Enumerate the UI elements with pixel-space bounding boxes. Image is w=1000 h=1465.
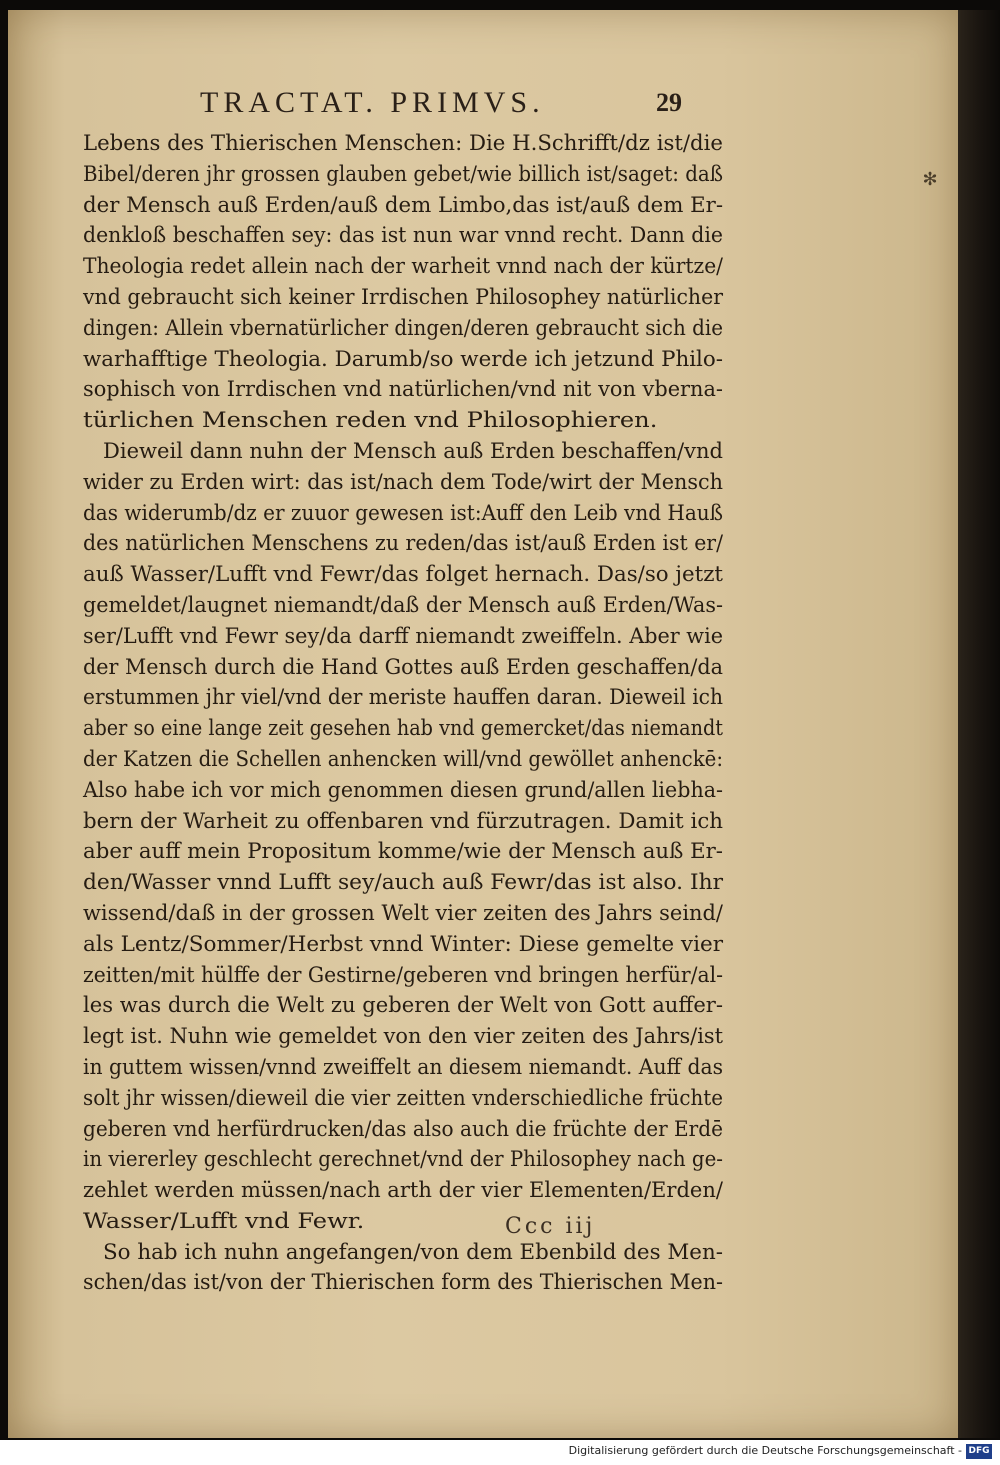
body-text [83,128,723,1298]
text-line: den/Wasser vnnd Lufft sey/auch auß Fewr/das ist also. Ihr [83,870,723,895]
text-line: schen/das ist/von der Thierischen form des Thierischen Men- [83,1270,723,1295]
text-line: denkloß beschaffen sey: das ist nun war vnnd recht. Dann die [83,223,723,248]
text-line: dingen: Allein vbernatürlicher dingen/deren gebraucht sich die [83,315,723,340]
running-head [0,86,1000,126]
text-line: türlichen Menschen reden vnd Philosophieren. [83,408,658,433]
ink-stain-icon: ✻ [922,169,938,190]
text-line: Also habe ich vor mich genommen diesen grund/allen liebha- [83,777,723,802]
signature-mark: Ccc iij [505,1214,596,1239]
text-line: in viererley geschlecht gerechnet/vnd der Philosophey nach ge- [83,1147,723,1172]
text-line: ser/Lufft vnd Fewr sey/da darff niemandt zweiffeln. Aber wie [83,623,723,648]
dfg-logo-icon: DFG [966,1444,992,1459]
page-number: 29 [656,88,682,117]
text-line: der Mensch durch die Hand Gottes auß Erden geschaffen/da [83,654,723,679]
text-line: Theologia redet allein nach der warheit vnnd nach der kürtze/ [83,254,723,279]
text-line: warhafftige Theologia. Darumb/so werde ich jetzund Philo- [83,346,723,371]
text-line: gemeldet/laugnet niemandt/daß der Mensch auß Erden/Was- [83,592,723,617]
text-line: das widerumb/dz er zuuor gewesen ist:Auff den Leib vnd Hauß [83,500,723,525]
text-line: auß Wasser/Lufft vnd Fewr/das folget hernach. Das/so jetzt [83,562,723,587]
text-line: der Katzen die Schellen anhencken will/vnd gewöllet anhenckē: [83,746,723,771]
text-line: als Lentz/Sommer/Herbst vnnd Winter: Diese gemelte vier [83,931,723,956]
text-line: wissend/daß in der grossen Welt vier zeiten des Jahrs seind/ [83,900,723,925]
text-line: bern der Warheit zu offenbaren vnd fürzutragen. Damit ich [83,808,724,833]
text-line: So hab ich nuhn angefangen/von dem Ebenbild des Men- [103,1239,723,1264]
footer-bar [0,1440,1000,1465]
text-line: les was durch die Welt zu geberen der Welt von Gott auffer- [83,993,724,1018]
text-line: aber so eine lange zeit gesehen hab vnd gemercket/das niemandt [83,716,723,741]
text-line: solt jhr wissen/dieweil die vier zeitten vnderschiedliche früchte [83,1085,723,1110]
text-line: erstummen jhr viel/vnd der meriste hauffen daran. Dieweil ich [83,685,723,710]
funding-note: Digitalisierung gefördert durch die Deutsche Forschungsgemeinschaft - [568,1444,962,1457]
text-line: Bibel/deren jhr grossen glauben gebet/wie billich ist/saget: daß [83,161,723,186]
text-line: der Mensch auß Erden/auß dem Limbo,das ist/auß dem Er- [83,192,723,217]
text-line: zeitten/mit hülffe der Gestirne/geberen vnd bringen herfür/al- [83,962,723,987]
text-line: des natürlichen Menschens zu reden/das ist/auß Erden ist er/ [83,531,723,556]
text-line: legt ist. Nuhn wie gemeldet von den vier zeiten des Jahrs/ist [83,1024,723,1049]
text-line: geberen vnd herfürdrucken/das also auch die früchte der Erdē [83,1116,723,1141]
text-line: sophisch von Irrdischen vnd natürlichen/vnd nit von vberna- [83,377,723,402]
text-line: Wasser/Lufft vnd Fewr. [83,1208,365,1233]
page-edge-shadow [958,10,1000,1438]
text-line: wider zu Erden wirt: das ist/nach dem Tode/wirt der Mensch [83,469,723,494]
text-line: zehlet werden müssen/nach arth der vier Elementen/Erden/ [83,1178,723,1203]
text-line: Dieweil dann nuhn der Mensch auß Erden beschaffen/vnd [103,438,724,463]
running-head-title: TRACTAT. PRIMVS. [200,86,545,119]
text-line: vnd gebraucht sich keiner Irrdischen Philosophey natürlicher [83,284,723,309]
text-line: Lebens des Thierischen Menschen: Die H.Schrifft/dz ist/die [83,131,723,155]
text-line: aber auff mein Propositum komme/wie der Mensch auß Er- [83,839,723,864]
text-line: in guttem wissen/vnnd zweiffelt an diesem niemandt. Auff das [83,1054,723,1079]
